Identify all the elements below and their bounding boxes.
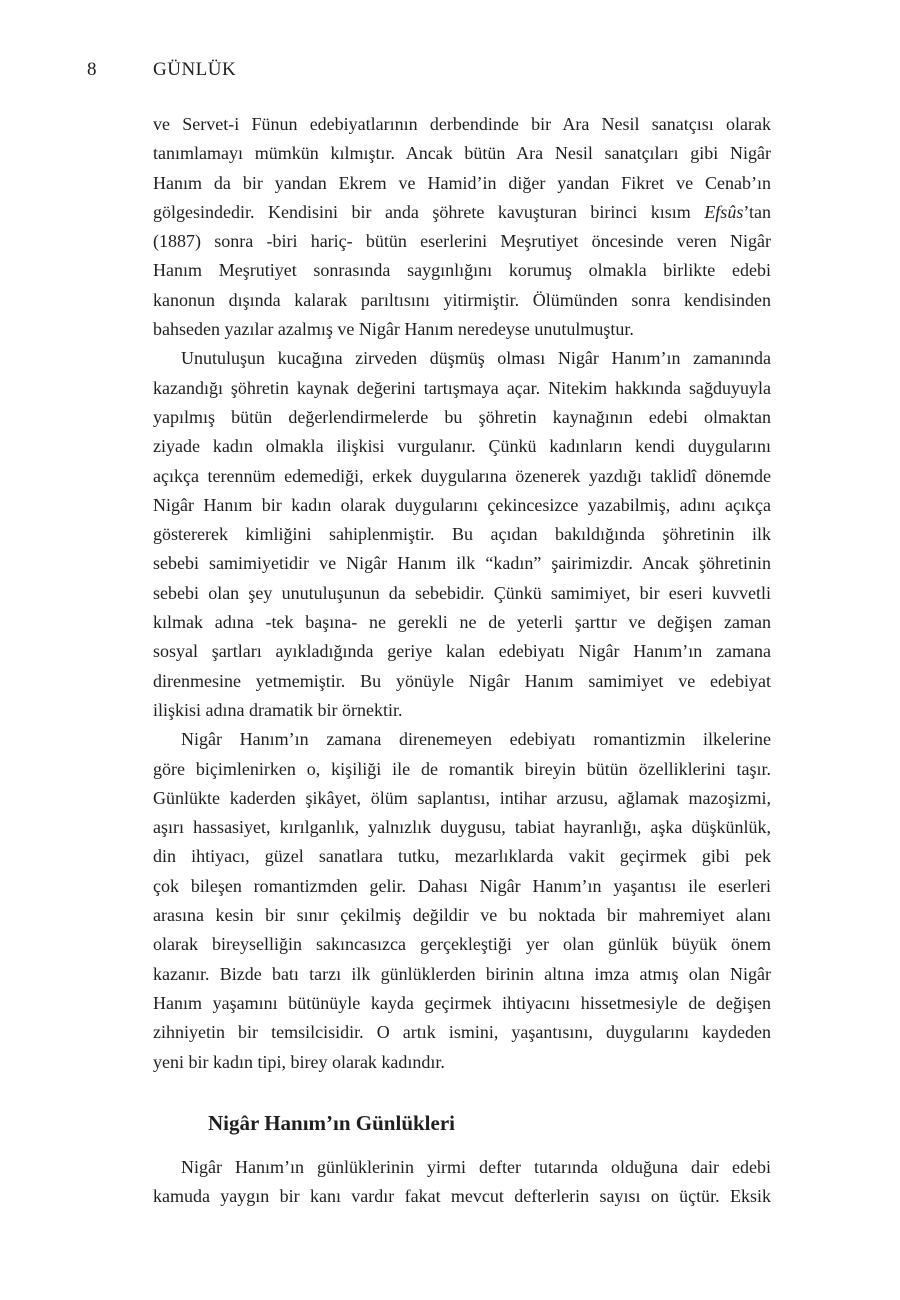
text-line: Günlükte kaderden şikâyet, ölüm saplantısı, intihar arzusu, ağlamak mazoşizmi, <box>153 787 771 808</box>
paragraph-2 <box>153 344 771 725</box>
page-number: 8 <box>87 59 97 80</box>
section-body-text <box>153 1153 771 1212</box>
running-title: GÜNLÜK <box>153 59 237 80</box>
text-line: ve Servet-i Fünun edebiyatlarının derbendinde bir Ara Nesil sanatçısı olarak <box>153 114 771 134</box>
paragraph-3 <box>153 725 771 1077</box>
text-line: yapılmış bütün değerlendirmelerde bu şöhretin kaynağının edebi olmaktan <box>153 406 771 427</box>
text-line: ziyade kadın olmakla ilişkisi vurgulanır. Çünkü kadınların kendi duygularını <box>153 436 771 457</box>
text-line: kazandığı şöhretin kaynak değerini tartışmaya açar. Nitekim hakkında sağduyuyla <box>153 377 771 398</box>
text-line: Hanım Meşrutiyet sonrasında saygınlığını korumuş olmakla birlikte edebi <box>153 260 771 281</box>
text-fragment: ’tan <box>743 201 771 222</box>
text-line: din ihtiyacı, güzel sanatlara tutku, mezarlıklarda vakit geçirmek gibi pek <box>153 846 771 867</box>
text-line: göstererek kimliğini sahiplenmiştir. Bu açıdan bakıldığında şöhretinin ilk <box>153 524 771 545</box>
text-line: sebebi olan şey unutuluşunun da sebebidir. Çünkü samimiyet, bir eseri kuvvetli <box>153 582 771 603</box>
text-line: zihniyetin bir temsilcisidir. O artık ismini, yaşantısını, duygularını kaydeden <box>153 1022 771 1043</box>
page-header <box>87 58 236 82</box>
text-line: bahseden yazılar azalmış ve Nigâr Hanım neredeyse unutulmuştur. <box>153 319 634 340</box>
text-line: yeni bir kadın tipi, birey olarak kadındır. <box>153 1051 445 1072</box>
text-line: çok bileşen romantizmden gelir. Dahası Nigâr Hanım’ın yaşantısı ile eserleri <box>153 875 771 896</box>
text-line: sebebi samimiyetidir ve Nigâr Hanım ilk “kadın” şairimizdir. Ancak şöhretinin <box>153 553 771 574</box>
body-text <box>153 110 771 1077</box>
text-line: kamuda yaygın bir kanı vardır fakat mevcut defterlerin sayısı on üçtür. Eksik <box>153 1186 771 1207</box>
text-line: Nigâr Hanım bir kadın olarak duygularını çekincesizce yazabilmiş, adını açıkça <box>153 494 771 515</box>
text-line-with-italic-title <box>153 198 771 227</box>
text-line: arasına kesin bir sınır çekilmiş değildir ve bu noktada bir mahremiyet alanı <box>153 905 771 926</box>
text-line: kanonun dışında kalarak parıltısını yitirmiştir. Ölümünden sonra kendisinden <box>153 289 771 310</box>
text-line: olarak bireyselliğin sakıncasızca gerçekleştiği yer olan günlük büyük önem <box>153 934 771 955</box>
text-line: sosyal şartları ayıkladığında geriye kalan edebiyatı Nigâr Hanım’ın zamana <box>153 641 771 662</box>
text-line: açıkça terennüm edemediği, erkek duygularına özenerek yazdığı taklidî dönemde <box>153 465 771 486</box>
text-line: kılmak adına -tek başına- ne gerekli ne de yeterli şarttır ve değişen zaman <box>153 612 771 633</box>
text-line: Hanım da bir yandan Ekrem ve Hamid’in diğer yandan Fikret ve Cenab’ın <box>153 172 771 193</box>
text-line: direnmesine yetmemiştir. Bu yönüyle Nigâr Hanım samimiyet ve edebiyat <box>153 670 771 691</box>
text-line: aşırı hassasiyet, kırılganlık, yalnızlık duygusu, tabiat hayranlığı, aşka düşkünlük, <box>153 817 771 838</box>
text-line: tanımlamayı mümkün kılmıştır. Ancak bütün Ara Nesil sanatçıları gibi Nigâr <box>153 143 771 164</box>
text-line: (1887) sonra -biri hariç- bütün eserlerini Meşrutiyet öncesinde veren Nigâr <box>153 231 771 252</box>
text-line: kazanır. Bizde batı tarzı ilk günlüklerden birinin altına imza atmış olan Nigâr <box>153 963 771 984</box>
text-fragment: gölgesindedir. Kendisini bir anda şöhrete kavuşturan birinci kısım <box>153 201 705 222</box>
book-title-italic: Efsûs <box>704 201 744 222</box>
text-line: Hanım yaşamını bütünüyle kayda geçirmek ihtiyacını hissetmesiyle de değişen <box>153 992 771 1013</box>
text-line: göre biçimlenirken o, kişiliği ile de romantik bireyin bütün özelliklerini taşır. <box>153 758 771 779</box>
text-line: ilişkisi adına dramatik bir örnektir. <box>153 699 403 720</box>
text-line: Unutuluşun kucağına zirveden düşmüş olması Nigâr Hanım’ın zamanında <box>181 348 771 369</box>
paragraph-1 <box>153 110 771 344</box>
text-line: Nigâr Hanım’ın günlüklerinin yirmi defter tutarında olduğuna dair edebi <box>181 1157 771 1177</box>
text-line: Nigâr Hanım’ın zamana direnemeyen edebiyatı romantizmin ilkelerine <box>181 729 771 750</box>
section-heading: Nigâr Hanım’ın Günlükleri <box>208 1111 455 1135</box>
